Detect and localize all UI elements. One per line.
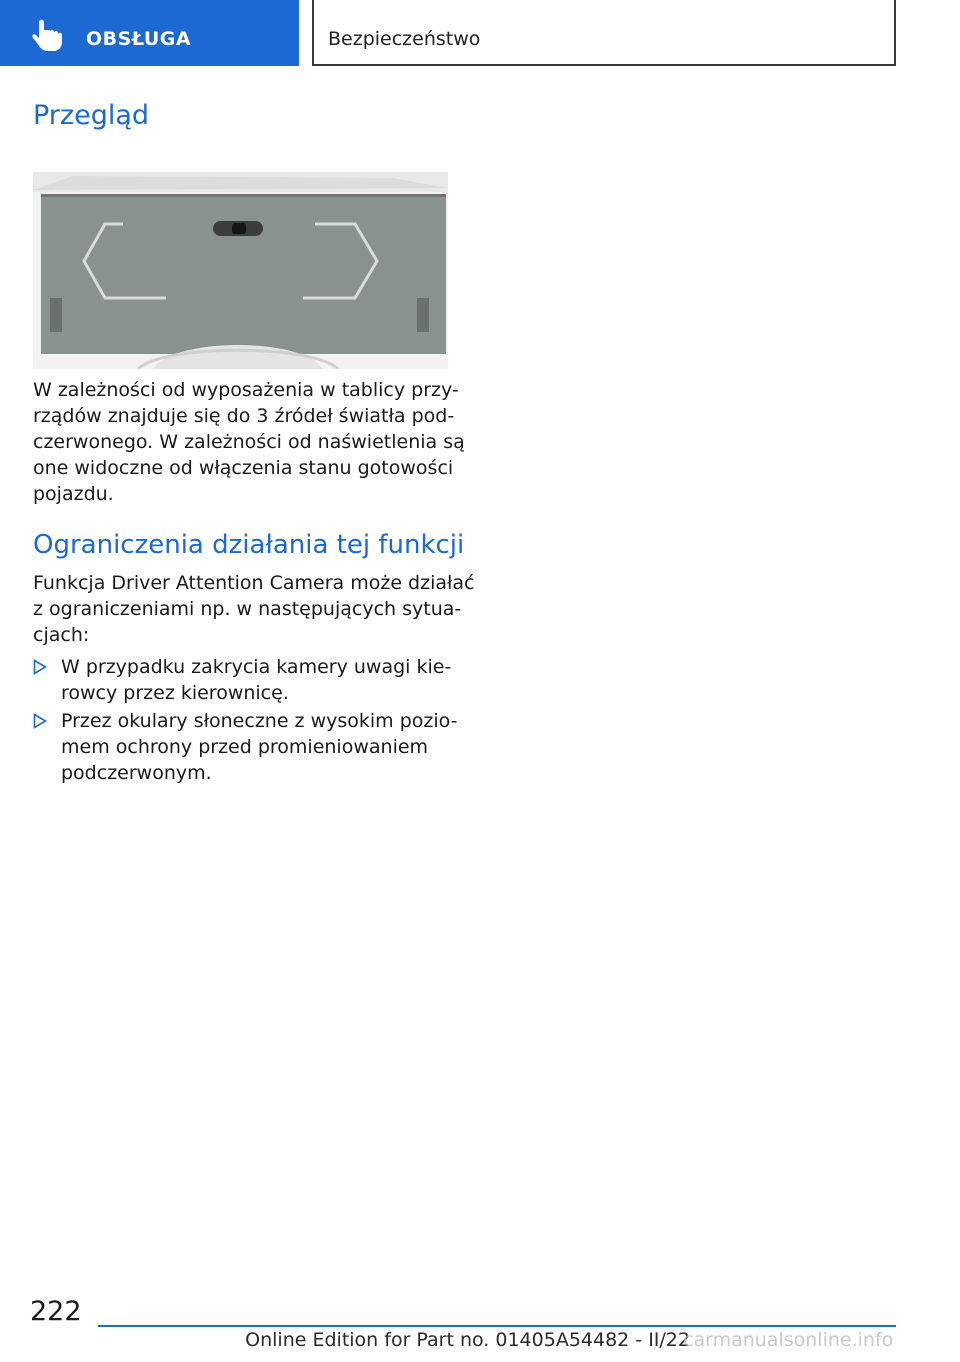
overview-paragraph: W zależności od wyposażenia w tablicy przy- rządów znajduje się do 3 źródeł światła pod- czerwonego. W zależności od naświetlenia są one widoczne od włączenia stanu gotowości pojazdu. [33, 379, 465, 505]
limits-heading: Ograniczenia działania tej funkcji [33, 530, 465, 560]
watermark: carmanualsonline.info [683, 1329, 894, 1351]
pointing-hand-icon [30, 18, 66, 54]
overview-heading: Przegląd [33, 100, 150, 131]
page-number: 222 [30, 1296, 82, 1327]
list-item: W przypadku zakrycia kamery uwagi kie- rowcy przez kierownicę. [33, 654, 453, 706]
triangle-bullet-icon [33, 713, 47, 729]
section-header [312, 0, 896, 66]
section-title: Bezpieczeństwo [328, 28, 481, 50]
triangle-bullet-icon [33, 659, 47, 675]
edition-note: Online Edition for Part no. 01405A54482 - II/22 [245, 1329, 690, 1351]
chapter-tab [0, 0, 299, 66]
list-item: Przez okulary słoneczne z wysokim pozio- mem ochrony przed promieniowaniem podczerwonym. [33, 708, 453, 786]
footer-divider [98, 1325, 896, 1327]
chapter-label: OBSŁUGA [86, 28, 192, 50]
limits-intro: Funkcja Driver Attention Camera może działać z ograniczeniami np. w następujących sytua- cjach: [33, 572, 475, 646]
instrument-cluster-camera-illustration [33, 172, 448, 369]
